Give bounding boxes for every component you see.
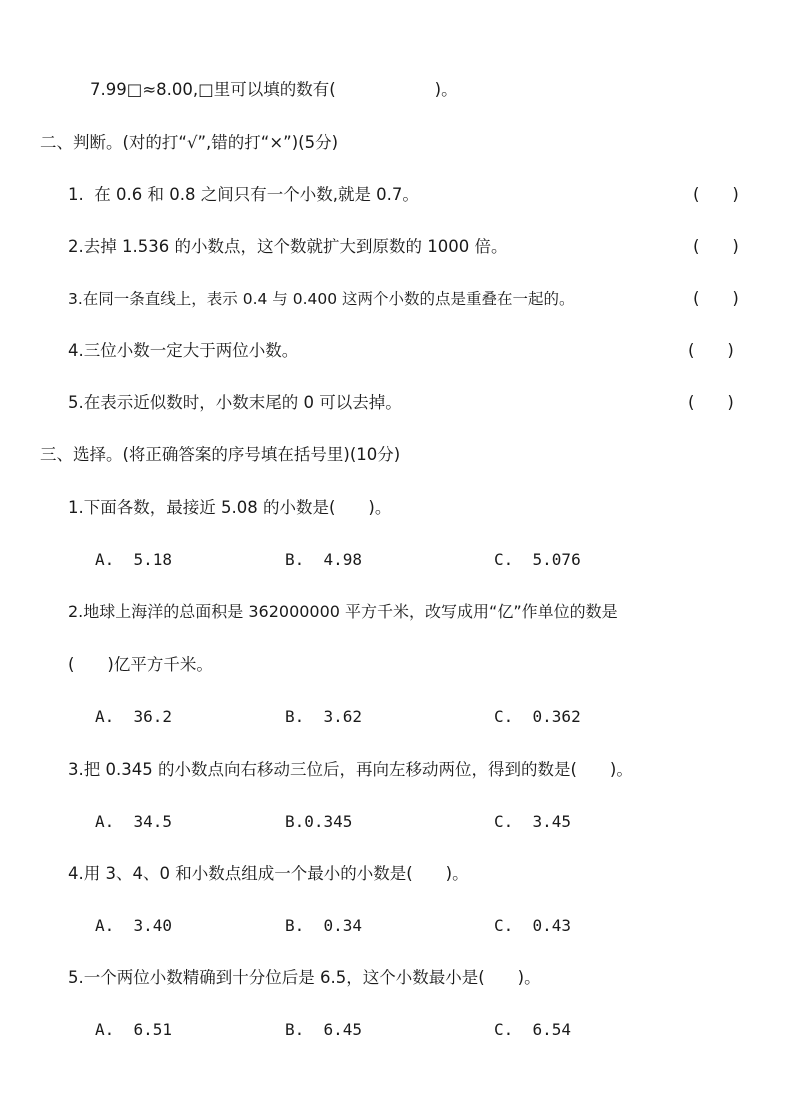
choice-question-2: 2.地球上海洋的总面积是 362000000 平方千米，改写成用“亿”作单位的数是 xyxy=(68,602,618,621)
judge-blank-3[interactable]: ( ) xyxy=(693,289,739,308)
choice-2-option-b[interactable]: B. 3.62 xyxy=(285,707,363,726)
choice-question-1: 1.下面各数，最接近 5.08 的小数是( )。 xyxy=(68,498,392,517)
choice-4-option-a[interactable]: A. 3.40 xyxy=(95,916,173,935)
choice-4-option-c[interactable]: C. 0.43 xyxy=(494,916,572,935)
judge-blank-1[interactable]: ( ) xyxy=(693,185,739,204)
choice-4-option-b[interactable]: B. 0.34 xyxy=(285,916,363,935)
judge-item-3: 3.在同一条直线上，表示 0.4 与 0.400 这两个小数的点是重叠在一起的。 xyxy=(68,290,575,308)
choice-3-option-b[interactable]: B.0.345 xyxy=(285,812,353,831)
judge-blank-4[interactable]: ( ) xyxy=(688,341,734,360)
choice-1-option-b[interactable]: B. 4.98 xyxy=(285,550,363,569)
judge-item-2: 2.去掉 1.536 的小数点，这个数就扩大到原数的 1000 倍。 xyxy=(68,237,508,256)
choice-question-2-cont: ( )亿平方千米。 xyxy=(68,655,213,674)
choice-1-option-c[interactable]: C. 5.076 xyxy=(494,550,581,569)
choice-5-option-a[interactable]: A. 6.51 xyxy=(95,1020,173,1039)
choice-question-3: 3.把 0.345 的小数点向右移动三位后，再向左移动两位，得到的数是( )。 xyxy=(68,760,633,779)
choice-3-option-c[interactable]: C. 3.45 xyxy=(494,812,572,831)
choice-5-option-b[interactable]: B. 6.45 xyxy=(285,1020,363,1039)
section3-heading: 三、选择。(将正确答案的序号填在括号里)(10分) xyxy=(40,445,401,464)
judge-blank-5[interactable]: ( ) xyxy=(688,393,734,412)
choice-5-option-c[interactable]: C. 6.54 xyxy=(494,1020,572,1039)
choice-3-option-a[interactable]: A. 34.5 xyxy=(95,812,173,831)
choice-1-option-a[interactable]: A. 5.18 xyxy=(95,550,173,569)
fill-item: 7.99□≈8.00,□里可以填的数有( )。 xyxy=(90,80,458,99)
choice-2-option-c[interactable]: C. 0.362 xyxy=(494,707,581,726)
choice-2-option-a[interactable]: A. 36.2 xyxy=(95,707,173,726)
judge-item-5: 5.在表示近似数时，小数末尾的 0 可以去掉。 xyxy=(68,393,402,412)
judge-blank-2[interactable]: ( ) xyxy=(693,237,739,256)
choice-question-4: 4.用 3、4、0 和小数点组成一个最小的小数是( )。 xyxy=(68,864,469,883)
choice-question-5: 5.一个两位小数精确到十分位后是 6.5，这个小数最小是( )。 xyxy=(68,968,541,987)
judge-item-4: 4.三位小数一定大于两位小数。 xyxy=(68,341,299,360)
section2-heading: 二、判断。(对的打“√”,错的打“×”)(5分) xyxy=(40,133,339,152)
judge-item-1: 1. 在 0.6 和 0.8 之间只有一个小数,就是 0.7。 xyxy=(68,185,419,204)
